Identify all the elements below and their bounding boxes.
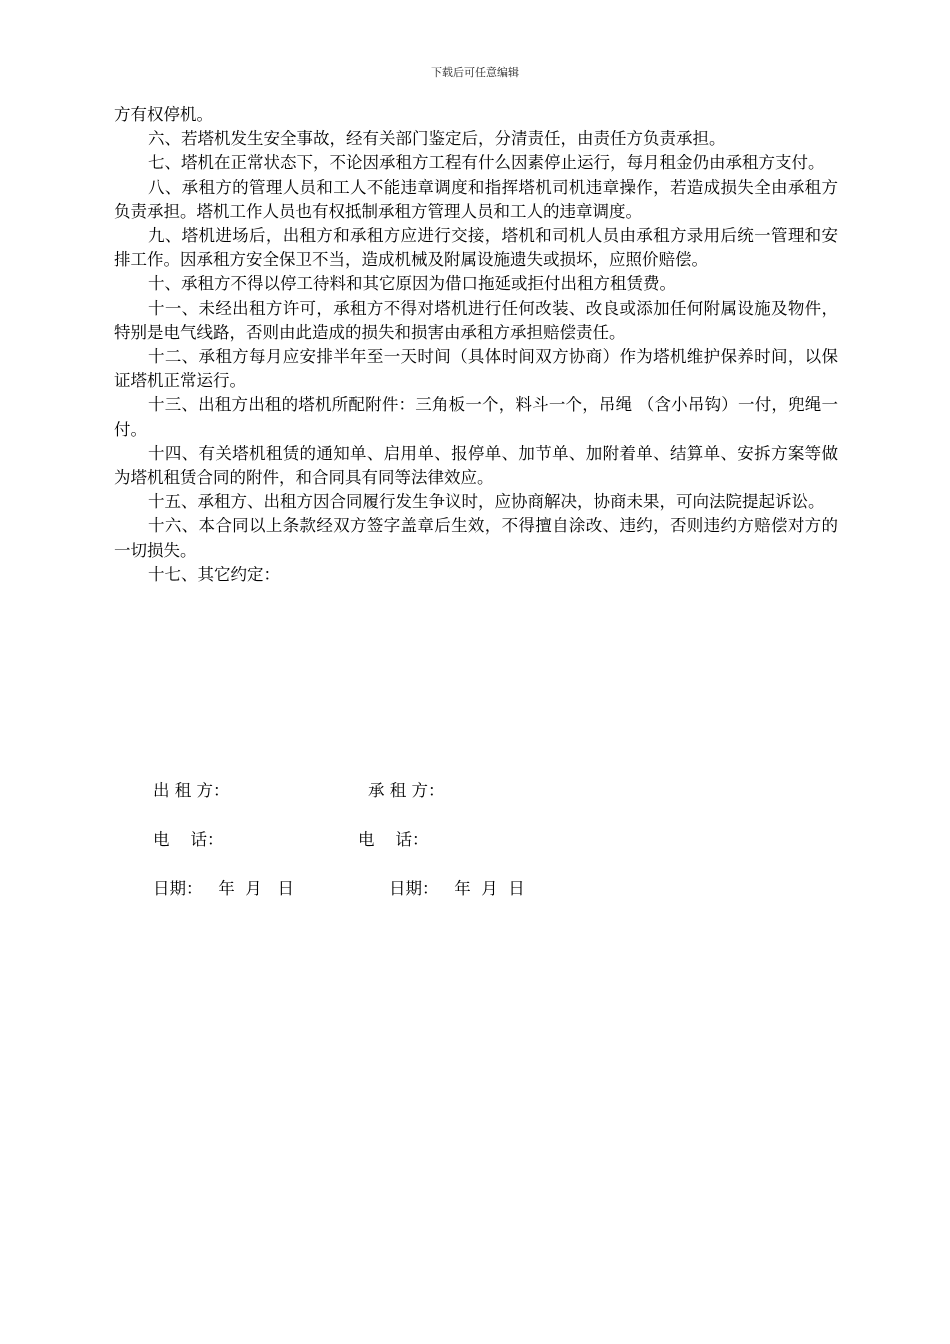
clause-16: 十六、本合同以上条款经双方签字盖章后生效，不得擅自涂改、违约，否则违约方赔偿对方的一切损失。 [114, 516, 838, 560]
clause-10: 十、承租方不得以停工待料和其它原因为借口拖延或拒付出租方租赁费。 [148, 274, 676, 294]
clause-12: 十二、承租方每月应安排半年至一天时间（具体时间双方协商）作为塔机维护保养时间，以保证塔机正常运行。 [114, 347, 838, 391]
lessee-label: 承 租 方： [368, 781, 445, 800]
clause-8: 八、承租方的管理人员和工人不能违章调度和指挥塔机司机违章操作，若造成损失全由承租方负责承担。塔机工作人员也有权抵制承租方管理人员和工人的违章调度。 [114, 177, 838, 221]
clause-11: 十一、未经出租方许可，承租方不得对塔机进行任何改装、改良或添加任何附属设施及物件，特别是电气线路，否则由此造成的损失和损害由承租方承担赔偿责任。 [114, 298, 838, 342]
clause-7: 七、塔机在正常状态下，不论因承租方工程有什么因素停止运行，每月租金仍由承租方支付。 [148, 153, 825, 173]
signature-party-row [0, 781, 950, 801]
clause-14: 十四、有关塔机租赁的通知单、启用单、报停单、加节单、加附着单、结算单、安拆方案等做为塔机租赁合同的附件，和合同具有同等法律效应。 [114, 443, 838, 488]
lessor-label: 出 租 方： [153, 781, 230, 800]
lessor-phone-label: 电 话： [153, 830, 224, 849]
signature-phone-row [0, 830, 950, 850]
lessor-date-label: 日期： 年 月 日 [153, 879, 294, 898]
lessee-phone-label: 电 话： [358, 830, 429, 849]
clause-13: 十三、出租方出租的塔机所配附件：三角板一个，料斗一个，吊绳 （含小吊钩）一付，兜绳一付。 [114, 395, 838, 439]
clause-9: 九、塔机进场后，出租方和承租方应进行交接，塔机和司机人员由承租方录用后统一管理和安排工作。因承租方安全保卫不当，造成机械及附属设施遗失或损坏，应照价赔偿。 [114, 226, 838, 270]
clause-15: 十五、承租方、出租方因合同履行发生争议时，应协商解决，协商未果，可向法院提起诉讼。 [148, 492, 825, 512]
clause-17: 十七、其它约定： [148, 564, 280, 584]
signature-date-row [0, 879, 950, 899]
lessee-date-label: 日期： 年 月 日 [389, 879, 525, 898]
page-header: 下载后可任意编辑 [431, 66, 519, 79]
contract-body [114, 103, 838, 587]
paragraph-continuation: 方有权停机。 [114, 105, 213, 124]
clause-6: 六、若塔机发生安全事故，经有关部门鉴定后，分清责任，由责任方负责承担。 [148, 129, 726, 149]
